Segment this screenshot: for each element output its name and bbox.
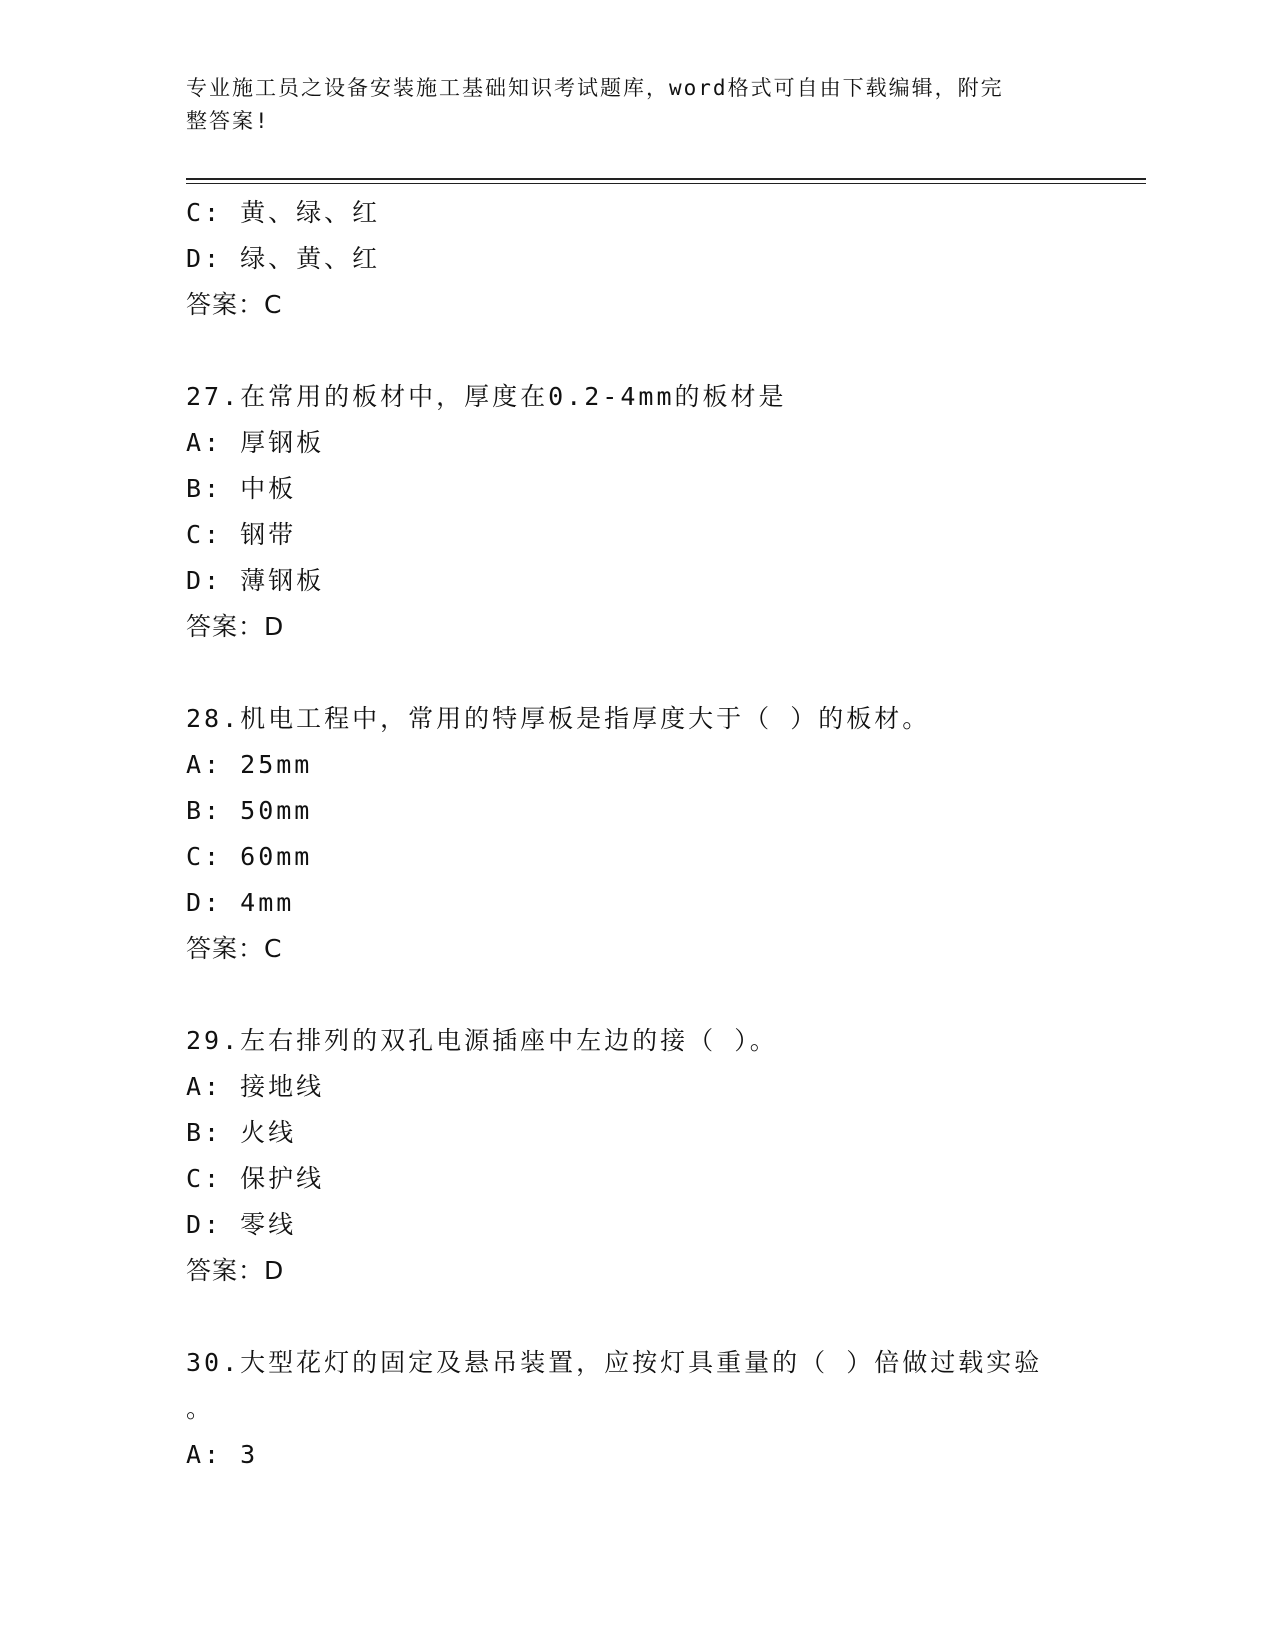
question-list bbox=[186, 190, 1086, 1478]
option-a: A: 25mm bbox=[186, 750, 313, 779]
header-line-1: 专业施工员之设备安装施工基础知识考试题库，word格式可自由下载编辑，附完 bbox=[186, 76, 1004, 100]
question-27 bbox=[186, 374, 1086, 650]
option-a: A: 3 bbox=[186, 1440, 259, 1469]
question-stem: 27.在常用的板材中，厚度在0.2-4mm的板材是 bbox=[186, 382, 787, 411]
question-28 bbox=[186, 696, 1086, 972]
option-c: C: 保护线 bbox=[186, 1164, 325, 1193]
option-d: D: 4mm bbox=[186, 888, 295, 917]
option-b: B: 火线 bbox=[186, 1118, 297, 1147]
question-stem: 28.机电工程中，常用的特厚板是指厚度大于（ ）的板材。 bbox=[186, 704, 931, 733]
answer: 答案：C bbox=[186, 290, 283, 319]
answer: 答案：D bbox=[186, 1256, 285, 1285]
header-rule-top bbox=[186, 178, 1146, 180]
header-line-2: 整答案! bbox=[186, 109, 270, 133]
question-stem-continuation: 。 bbox=[186, 1394, 215, 1423]
option-c: C: 60mm bbox=[186, 842, 313, 871]
question-30 bbox=[186, 1340, 1086, 1478]
document-header bbox=[186, 72, 1086, 138]
option-d: D: 绿、黄、红 bbox=[186, 244, 381, 273]
question-stem: 30.大型花灯的固定及悬吊装置，应按灯具重量的（ ）倍做过载实验 bbox=[186, 1348, 1043, 1377]
question-stem: 29.左右排列的双孔电源插座中左边的接（ ）。 bbox=[186, 1026, 778, 1055]
option-a: A: 接地线 bbox=[186, 1072, 325, 1101]
option-a: A: 厚钢板 bbox=[186, 428, 325, 457]
header-rule-bottom bbox=[186, 183, 1146, 184]
option-d: D: 薄钢板 bbox=[186, 566, 325, 595]
option-b: B: 中板 bbox=[186, 474, 297, 503]
option-c: C: 黄、绿、红 bbox=[186, 198, 381, 227]
option-c: C: 钢带 bbox=[186, 520, 297, 549]
answer: 答案：C bbox=[186, 934, 283, 963]
question-29 bbox=[186, 1018, 1086, 1294]
answer: 答案：D bbox=[186, 612, 285, 641]
question-prev bbox=[186, 190, 1086, 328]
option-b: B: 50mm bbox=[186, 796, 313, 825]
option-d: D: 零线 bbox=[186, 1210, 297, 1239]
